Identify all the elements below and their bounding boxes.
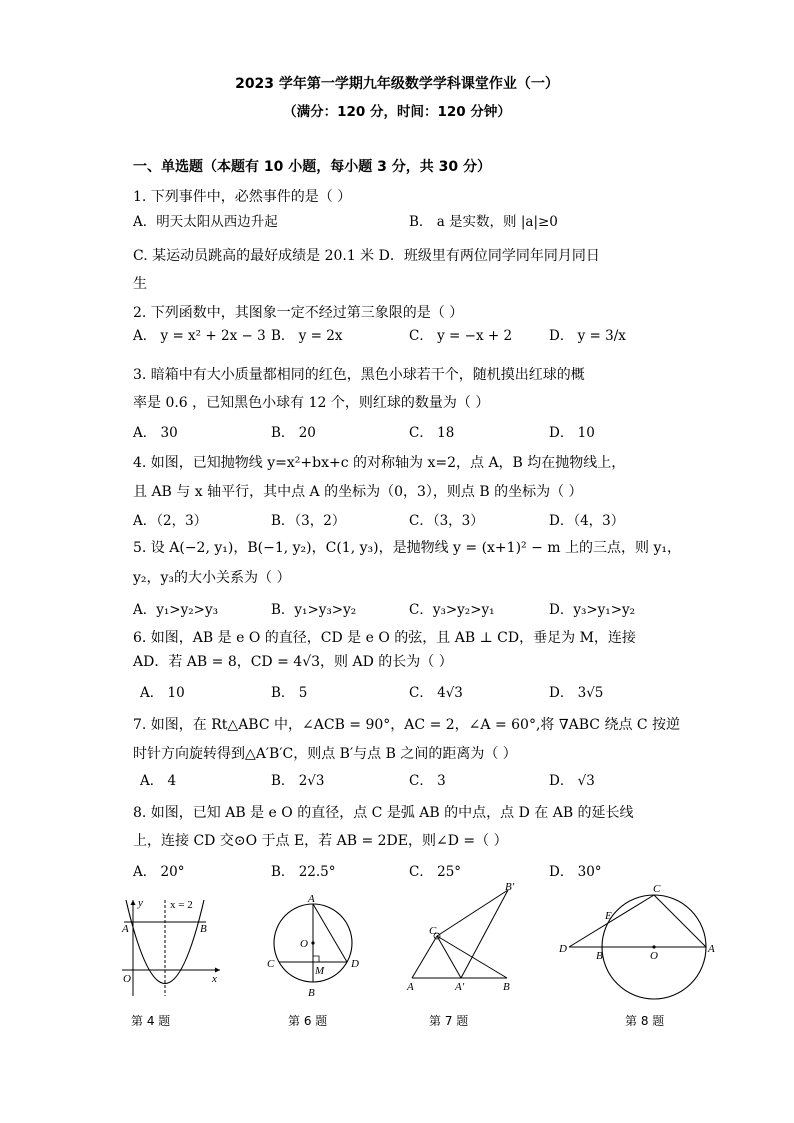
figure-7-caption: 第 7 题	[429, 1014, 469, 1028]
question-4-option-a: A．（2，3）	[133, 513, 208, 529]
figure-4-caption: 第 4 题	[131, 1014, 171, 1028]
question-1-option-c-d: C. 某运动员跳高的最好成绩是 20.1 米 D．班级里有两位同学同年同月同日	[133, 248, 600, 264]
question-7-option-b: B． 2√3	[271, 773, 325, 789]
figure-6-label-o: O	[300, 938, 308, 950]
question-8-option-c: C． 25°	[409, 864, 462, 880]
figure-7-label-a-prime: A′	[455, 981, 465, 993]
question-4-option-b: B．（3，2）	[271, 513, 346, 529]
question-3-stem-line1: 3. 暗箱中有大小质量都相同的红色，黑色小球若干个，随机摸出红球的概	[133, 367, 585, 383]
question-2-option-b: B． y = 2x	[271, 328, 343, 344]
question-2-option-a: A． y = x² + 2x − 3	[133, 328, 266, 344]
figure-6-circle	[262, 892, 372, 1002]
question-2-stem: 2. 下列函数中，其图象一定不经过第三象限的是（ ）	[133, 305, 464, 321]
question-8-option-b: B． 22.5°	[271, 864, 336, 880]
figure-8-circle	[552, 880, 722, 1000]
figure-6-label-m: M	[315, 965, 325, 977]
figure-4-parabola	[116, 892, 226, 1002]
question-6-stem-line2: AD．若 AB = 8，CD = 4√3，则 AD 的长为（ ）	[133, 654, 453, 670]
figure-6-label-a: A	[308, 893, 315, 905]
question-6-option-d: D． 3√5	[549, 685, 604, 701]
figure-8-segment-ca	[654, 895, 706, 947]
question-7-stem-line1: 7. 如图，在 Rt△ABC 中，∠ACB = 90°，AC = 2，∠A = 60°,将 ∇ABC 绕点 C 按逆	[133, 717, 681, 733]
question-3-stem-line2: 率是 0.6 ，已知黑色小球有 12 个，则红球的数量为（ ）	[133, 395, 490, 411]
question-3-option-c: C． 18	[409, 425, 455, 441]
question-6-option-c: C． 4√3	[409, 685, 463, 701]
section-heading: 一、单选题（本题有 10 小题，每小题 3 分，共 30 分）	[133, 159, 491, 175]
figure-7-segment-ac	[412, 936, 437, 978]
figure-4-label-b: B	[200, 923, 207, 935]
question-4-stem-line1: 4. 如图，已知抛物线 y=x²+bx+c 的对称轴为 x=2，点 A，B 均在抛物线上，	[133, 455, 626, 471]
figure-7-label-c: C	[429, 925, 437, 937]
question-7-stem-line2: 时针方向旋转得到△A′B′C，则点 B′与点 B 之间的距离为（ ）	[133, 746, 517, 762]
question-2-option-d: D． y = 3/x	[549, 328, 626, 344]
question-8-option-a: A． 20°	[133, 864, 185, 880]
figure-4-label-x: x	[212, 973, 217, 985]
figure-7-triangles	[404, 882, 524, 1002]
question-7-option-d: D． √3	[549, 773, 595, 789]
question-5-stem-line1: 5. 设 A(−2, y₁)，B(−1, y₂)，C(1, y₃)，是抛物线 y = (x+1)² − m 上的三点，则 y₁，	[133, 540, 681, 556]
question-6-option-b: B． 5	[271, 685, 308, 701]
figure-6-caption: 第 6 题	[288, 1014, 328, 1028]
figure-8-caption: 第 8 题	[625, 1014, 665, 1028]
figure-7-label-b-prime: B′	[505, 881, 515, 893]
question-4-option-d: D．（4，3）	[549, 513, 625, 529]
figure-4-x-arrow	[215, 968, 220, 973]
question-8-stem-line2: 上，连接 CD 交⊙O 于点 E，若 AB = 2DE，则∠D =（ ）	[133, 833, 508, 849]
figure-6-center-dot	[311, 941, 314, 944]
page-title: 2023 学年第一学期九年级数学学科课堂作业（一）	[235, 76, 559, 92]
question-3-option-d: D． 10	[549, 425, 595, 441]
figure-8-label-c: C	[653, 883, 661, 895]
figure-7-segment-cb2	[437, 890, 508, 936]
question-1-option-a: A．明天太阳从西边升起	[133, 214, 278, 230]
question-3-option-a: A． 30	[133, 425, 178, 441]
question-2-option-c: C． y = −x + 2	[409, 328, 513, 344]
figure-4-label-axis: x = 2	[170, 899, 193, 911]
figure-7-segment-ca2	[437, 936, 461, 978]
figure-4-label-o: O	[123, 973, 131, 985]
figure-6-right-angle-mark	[313, 956, 319, 962]
question-1-option-b: B． a 是实数，则 |a|≥0	[409, 214, 558, 230]
question-5-option-c: C．y₃>y₂>y₁	[409, 602, 495, 618]
figure-6-label-b: B	[308, 987, 315, 999]
question-6-option-a: A． 10	[140, 685, 185, 701]
question-7-option-a: A． 4	[140, 773, 177, 789]
question-5-option-b: B．y₁>y₃>y₂	[271, 602, 357, 618]
figure-8-label-a: A	[708, 943, 715, 955]
question-1-option-d-cont: 生	[133, 276, 147, 292]
question-3-option-b: B． 20	[271, 425, 316, 441]
question-7-option-c: C． 3	[409, 773, 446, 789]
question-6-stem-line1: 6. 如图，AB 是 e O 的直径，CD 是 e O 的弦，且 AB ⊥ CD，垂足为 M，连接	[133, 630, 636, 646]
page-subtitle: （满分：120 分，时间：120 分钟）	[283, 104, 511, 120]
figure-6-segment-ad	[313, 904, 347, 962]
figure-4-y-arrow	[131, 900, 136, 905]
figure-6-label-d: D	[351, 958, 359, 970]
figure-6-label-c: C	[267, 958, 275, 970]
figure-4-label-y: y	[138, 897, 143, 909]
figure-4-label-a: A	[122, 923, 129, 935]
question-1-stem: 1. 下列事件中，必然事件的是（ ）	[133, 189, 352, 205]
figure-8-label-e: E	[605, 910, 612, 922]
figure-8-center-dot	[652, 945, 655, 948]
figure-7-label-a: A	[407, 981, 414, 993]
figure-8-label-d: D	[559, 943, 567, 955]
question-8-option-d: D． 30°	[549, 864, 602, 880]
question-4-stem-line2: 且 AB 与 x 轴平行，其中点 A 的坐标为（0，3），则点 B 的坐标为（ ）	[133, 484, 583, 500]
question-5-option-d: D．y₃>y₁>y₂	[549, 602, 636, 618]
figure-8-label-o: O	[650, 950, 658, 962]
figure-8-label-b: B	[596, 950, 603, 962]
figure-7-label-b: B	[503, 981, 510, 993]
question-5-option-a: A．y₁>y₂>y₃	[133, 602, 218, 618]
question-5-stem-line2: y₂，y₃的大小关系为（ ）	[133, 570, 291, 586]
question-8-stem-line1: 8. 如图，已知 AB 是 e O 的直径，点 C 是弧 AB 的中点，点 D 在 AB 的延长线	[133, 805, 634, 821]
question-4-option-c: C．（3，3）	[409, 513, 484, 529]
